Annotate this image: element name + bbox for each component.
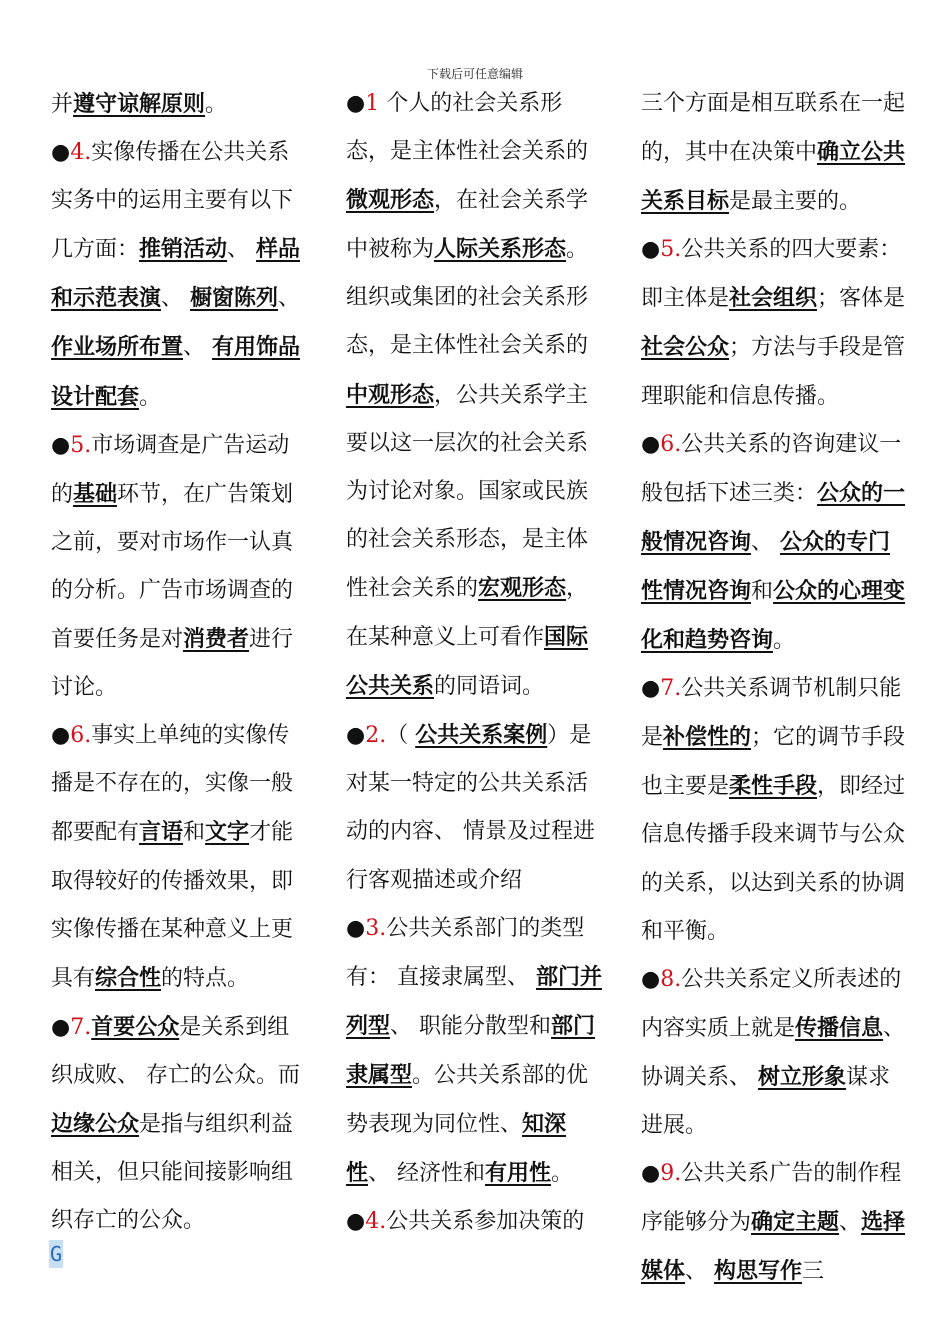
paragraph — [641, 1150, 909, 1296]
bullet-icon: ● — [641, 1161, 661, 1187]
column-2 — [346, 80, 606, 1246]
key-term: 样品和示范表演 — [51, 236, 301, 312]
key-term: 推销活动 — [139, 236, 228, 263]
key-term: 知深性 — [346, 1110, 567, 1187]
text-run: ，在社会关系学中被称为 — [346, 188, 589, 263]
key-term: 构思写作 — [714, 1258, 803, 1285]
paragraph — [641, 226, 909, 420]
key-term: 人际关系形态 — [434, 236, 567, 263]
paragraph — [641, 956, 909, 1150]
key-term: 柔性手段 — [729, 773, 818, 800]
bullet-icon: ● — [641, 676, 661, 702]
text-run: 。公共关系部的优势表现为同位性、 — [346, 1062, 589, 1137]
text-run: 。 — [205, 92, 228, 117]
key-term: 公众的心理变化和趋势咨询 — [641, 577, 906, 654]
text-run: 是指与组织利益相关，但只能间接影响组织存亡的公众。 — [51, 1111, 294, 1234]
paragraph — [51, 1003, 311, 1245]
bullet-icon: ● — [51, 140, 71, 166]
text-run: 和 — [183, 820, 206, 846]
key-term: 树立形象 — [758, 1063, 847, 1090]
text-run: 、 — [751, 529, 781, 555]
paragraph — [346, 80, 606, 711]
key-term: 作业场所布置 — [51, 334, 184, 361]
paragraph — [641, 665, 909, 956]
text-run: ）是对某一特定的公共关系活动的内容、 情景及过程进行客观描述或介绍 — [346, 723, 595, 893]
key-term: 选择媒体 — [641, 1209, 906, 1285]
text-run: 是关系到组织成败、 存亡的公众。而 — [51, 1014, 300, 1088]
key-term: 首要公众 — [91, 1013, 180, 1040]
text-run: 市场调查是广告运动的 — [51, 432, 290, 507]
paragraph — [346, 1198, 606, 1246]
text-run: 的同语词。 — [434, 674, 545, 700]
key-term: 公众的一般情况咨询 — [641, 479, 906, 555]
item-number: 4. — [70, 140, 92, 166]
key-term: 社会组织 — [729, 285, 818, 312]
text-run: 进行讨论。 — [51, 627, 294, 701]
text-run: 并 — [51, 92, 74, 117]
text-run: ，在某种意义上可看作 — [346, 575, 589, 651]
text-run: 。 — [773, 628, 796, 654]
text-run: 。 — [139, 384, 162, 410]
text-run: （ — [386, 723, 416, 749]
key-term: 公共关系案例 — [415, 722, 548, 749]
paragraph — [346, 905, 606, 1199]
paragraph — [51, 80, 311, 129]
key-term: 社会公众 — [641, 334, 730, 361]
text-run: 公共关系参加决策的 — [386, 1209, 585, 1235]
paragraph — [641, 421, 909, 665]
text-run: 公共关系定义所表述的内容实质上就是 — [641, 966, 902, 1041]
bullet-icon: ● — [346, 723, 366, 749]
paragraph — [346, 711, 606, 904]
text-run: 公共关系的四大要素： 即主体是 — [641, 237, 902, 312]
key-term: 文字 — [205, 819, 250, 846]
item-number: 4. — [365, 1209, 387, 1235]
key-term: 部门隶属型 — [346, 1012, 596, 1088]
item-number: 2. — [365, 723, 387, 749]
item-number: 7. — [70, 1014, 92, 1040]
paragraph — [641, 80, 909, 226]
paragraph — [51, 712, 311, 1003]
bullet-icon: ● — [51, 723, 71, 749]
bullet-icon: ● — [346, 915, 366, 941]
bullet-icon: ● — [346, 1209, 366, 1235]
text-run: ；方法与手段是管理职能和信息传播。 — [641, 335, 906, 409]
text-run: 、 职能分散型和 — [390, 1013, 552, 1039]
item-number: 3. — [365, 915, 387, 941]
text-run: ，即经过信息传播手段来调节与公众的关系，以达到关系的协调和平衡。 — [641, 774, 906, 944]
paragraph — [51, 422, 311, 713]
text-run: 环节，在广告策划之前，要对市场作一认真的分析。广告市场调查的首要任务是对 — [51, 481, 294, 653]
key-term: 确立公共关系目标 — [641, 139, 906, 215]
key-term: 传播信息 — [795, 1014, 884, 1041]
key-term: 言语 — [139, 819, 184, 846]
item-number: 7. — [660, 676, 682, 702]
text-run: 事实上单纯的实像传播是不存在的，实像一般都要配有 — [51, 723, 294, 846]
column-3 — [641, 80, 909, 1296]
key-term: 综合性 — [95, 964, 162, 991]
text-run: 三个方面是相互联系在一起的，其中在决策中 — [641, 91, 906, 166]
item-number: 6. — [70, 723, 92, 749]
key-term: 中观形态 — [346, 381, 435, 408]
key-term: 遵守谅解原则 — [73, 91, 206, 117]
text-run: 公共关系部门的类型有： 直接隶属型、 — [346, 915, 585, 990]
key-term: 基础 — [73, 480, 118, 507]
text-run: 、 — [161, 286, 191, 312]
text-run: 、 — [839, 1210, 862, 1236]
text-run: 和 — [751, 578, 774, 604]
text-run: 的特点。 — [161, 965, 250, 991]
key-term: 有用性 — [485, 1160, 552, 1187]
column-1 — [51, 80, 311, 1245]
key-term: 消费者 — [183, 626, 250, 653]
text-run: 、 — [227, 237, 257, 263]
item-number: 5. — [70, 432, 92, 458]
key-term: 公众的专门性情况咨询 — [641, 528, 891, 604]
text-run: 、 — [183, 335, 213, 361]
text-run: 、 — [685, 1259, 715, 1285]
bullet-icon: ● — [641, 237, 661, 263]
item-number: 8. — [660, 966, 682, 992]
bullet-icon: ● — [641, 431, 661, 457]
text-run: 、 — [278, 286, 301, 312]
key-term: 边缘公众 — [51, 1110, 140, 1137]
text-run: 。 — [551, 1161, 574, 1187]
bullet-icon: ● — [51, 1014, 71, 1040]
text-run: 公共关系调节机制只能是 — [641, 676, 902, 751]
text-run: 、 协调关系、 — [641, 1015, 906, 1090]
page-header: 下载后可任意编辑 — [426, 67, 523, 81]
text-run: 公共关系广告的制作程序能够分为 — [641, 1161, 902, 1236]
text-run: ；它的调节手段也主要是 — [641, 725, 906, 800]
text-run: ；客体是 — [817, 286, 906, 312]
item-number: 5. — [660, 237, 682, 263]
key-term: 微观形态 — [346, 187, 435, 214]
text-run: 三 — [802, 1259, 825, 1285]
bullet-icon: ● — [51, 432, 71, 458]
text-run: 。组织或集团的社会关系形态，是主体性社会关系的 — [346, 237, 589, 359]
text-run: 才能取得较好的传播效果，即实像传播在某种意义上更具有 — [51, 820, 294, 991]
bullet-icon: ● — [641, 966, 661, 992]
text-run: 个人的社会关系形态，是主体性社会关系的 — [346, 91, 589, 165]
item-number: 1 — [365, 91, 380, 116]
key-term: 补偿性的 — [663, 724, 752, 751]
key-term: 橱窗陈列 — [190, 285, 279, 312]
text-run: 、 经济性和 — [368, 1161, 486, 1187]
bullet-icon: ● — [346, 91, 366, 116]
text-run: 实像传播在公共关系实务中的运用主要有以下几方面： — [51, 140, 294, 263]
key-term: 确定主题 — [751, 1209, 840, 1236]
text-run: 谋求进展。 — [641, 1064, 891, 1138]
text-run: 公共关系的咨询建议一般包括下述三类： — [641, 431, 902, 506]
cursor-marker: G — [49, 1242, 63, 1266]
key-term: 有用饰品设计配套 — [51, 334, 301, 410]
key-term: 国际公共关系 — [346, 624, 589, 700]
item-number: 6. — [660, 431, 682, 457]
text-run: ，公共关系学主要以这一层次的社会关系为讨论对象。国家或民族的社会关系形态，是主体性社会关系的 — [346, 382, 589, 601]
text-run: 是最主要的。 — [729, 189, 862, 215]
item-number: 9. — [660, 1161, 682, 1187]
paragraph — [51, 129, 311, 422]
key-term: 宏观形态 — [478, 574, 567, 601]
key-term: 部门并列型 — [346, 963, 603, 1039]
